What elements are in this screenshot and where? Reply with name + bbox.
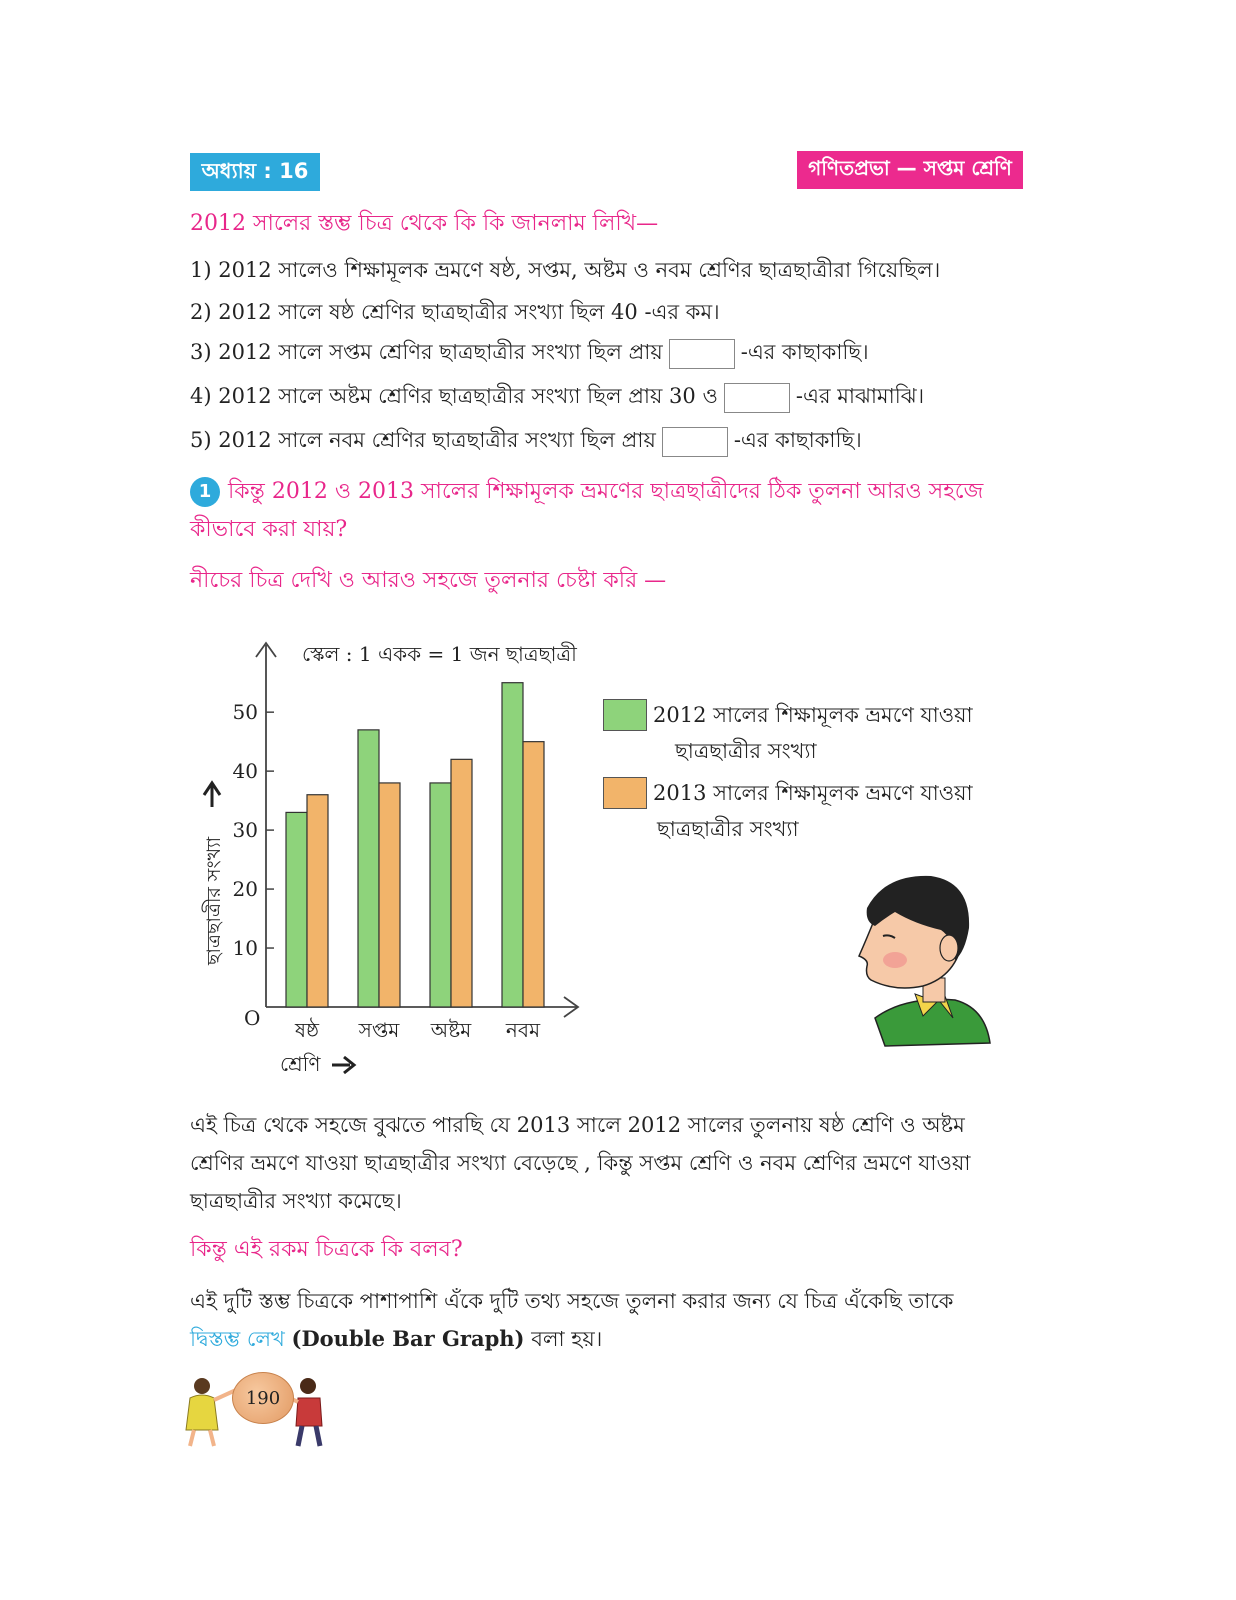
x-tick-label: সপ্তম <box>358 1018 400 1042</box>
origin-label: O <box>244 1006 261 1030</box>
x-tick-label: ষষ্ঠ <box>294 1018 320 1042</box>
x-axis-label: শ্রেণি <box>280 1052 321 1076</box>
page-number: 190 <box>232 1372 294 1424</box>
legend-label-2012-line1: 2012 সালের শিক্ষামূলক ভ্রমণে যাওয়া <box>653 703 973 727</box>
item5-suffix: -এর কাছাকাছি। <box>733 428 862 452</box>
question-number-badge: 1 <box>190 477 220 507</box>
question-1-line1: কিন্তু 2012 ও 2013 সালের শিক্ষামূলক ভ্রমণের ছাত্রছাত্রীদের ঠিক তুলনা আরও সহজে <box>228 479 984 504</box>
question-2: কিন্তু এই রকম চিত্রকে কি বলব? <box>190 1237 463 1262</box>
legend <box>603 697 973 847</box>
answer-box-5[interactable] <box>662 427 728 457</box>
y-tick-label: 50 <box>232 700 258 725</box>
answer-box-4[interactable] <box>724 383 790 413</box>
boy-illustration <box>845 868 995 1048</box>
x-tick-label: অষ্টম <box>430 1018 472 1042</box>
answer-box-3[interactable] <box>669 339 735 369</box>
term-english: (Double Bar Graph) <box>291 1326 525 1351</box>
bar-2012-0 <box>286 812 307 1007</box>
section-heading: 2012 সালের স্তম্ভ চিত্র থেকে কি কি জানলাম লিখি— <box>190 211 659 236</box>
paragraph-1 <box>190 1106 970 1220</box>
double-bar-chart <box>180 625 600 1085</box>
y-axis-label: ছাত্রছাত্রীর সংখ্যা <box>203 836 225 965</box>
list-item: 2) 2012 সালে ষষ্ঠ শ্রেণির ছাত্রছাত্রীর সংখ্যা ছিল 40 -এর কম। <box>190 300 720 324</box>
term-bengali: দ্বিস্তম্ভ লেখ <box>190 1327 285 1351</box>
chapter-tag: অধ্যায় : 16 <box>190 153 320 191</box>
item4-text: 4) 2012 সালে অষ্টম শ্রেণির ছাত্রছাত্রীর সংখ্যা ছিল প্রায় 30 ও <box>190 384 718 408</box>
bar-2012-1 <box>358 730 379 1007</box>
list-item-5 <box>190 424 862 459</box>
item3-suffix: -এর কাছাকাছি। <box>740 340 869 364</box>
chart-title: স্কেল : 1 একক = 1 জন ছাত্রছাত্রী <box>302 642 577 666</box>
paragraph-2-tail: বলা হয়। <box>531 1327 603 1351</box>
legend-label-2013-line1: 2013 সালের শিক্ষামূলক ভ্রমণে যাওয়া <box>653 781 973 805</box>
bar-2012-2 <box>430 783 451 1007</box>
instruction-text: নীচের চিত্র দেখি ও আরও সহজে তুলনার চেষ্টা করি — <box>190 568 667 593</box>
paragraph-1-line2: শ্রেণির ভ্রমণে যাওয়া ছাত্রছাত্রীর সংখ্যা বেড়েছে , কিন্তু সপ্তম শ্রেণি ও নবম শ্রেণির ভ্রমণে যাওয়া <box>190 1151 971 1175</box>
list-item-3 <box>190 336 869 371</box>
legend-label-2012-line2: ছাত্রছাত্রীর সংখ্যা <box>675 739 817 763</box>
item3-text: 3) 2012 সালে সপ্তম শ্রেণির ছাত্রছাত্রীর সংখ্যা ছিল প্রায় <box>190 340 663 364</box>
y-tick-label: 40 <box>232 759 258 784</box>
x-label-arrow <box>332 1057 354 1073</box>
x-tick-label: নবম <box>505 1018 541 1042</box>
y-label-arrow <box>204 783 220 807</box>
y-tick-label: 10 <box>232 936 258 961</box>
legend-label-2013-line2: ছাত্রছাত্রীর সংখ্যা <box>657 817 799 841</box>
paragraph-1-line1: এই চিত্র থেকে সহজে বুঝতে পারছি যে 2013 সালে 2012 সালের তুলনায় ষষ্ঠ শ্রেণি ও অষ্টম <box>190 1113 965 1137</box>
y-tick-label: 20 <box>232 877 258 902</box>
list-item: 1) 2012 সালেও শিক্ষামূলক ভ্রমণে ষষ্ঠ, সপ্তম, অষ্টম ও নবম শ্রেণির ছাত্রছাত্রীরা গিয়েছিল। <box>190 258 941 282</box>
bar-2013-1 <box>379 783 400 1007</box>
question-1-line2: কীভাবে করা যায়? <box>190 517 348 542</box>
bar-2013-0 <box>307 795 328 1007</box>
paragraph-2 <box>190 1282 953 1358</box>
paragraph-2-line2 <box>190 1320 953 1358</box>
list-item-4 <box>190 380 924 415</box>
item4-suffix: -এর মাঝামাঝি। <box>795 384 925 408</box>
bar-2013-3 <box>523 742 544 1007</box>
paragraph-1-line3: ছাত্রছাত্রীর সংখ্যা কমেছে। <box>190 1189 402 1213</box>
item5-text: 5) 2012 সালে নবম শ্রেণির ছাত্রছাত্রীর সংখ্যা ছিল প্রায় <box>190 428 656 452</box>
book-title-tag: গণিতপ্রভা — সপ্তম শ্রেণি <box>797 151 1023 189</box>
bar-2012-3 <box>502 683 523 1007</box>
bar-2013-2 <box>451 759 472 1007</box>
paragraph-2-line1: এই দুটি স্তম্ভ চিত্রকে পাশাপাশি এঁকে দুটি তথ্য সহজে তুলনা করার জন্য যে চিত্র এঁকেছি তাকে <box>190 1289 954 1313</box>
legend-swatch-2012 <box>603 699 647 731</box>
question-1 <box>190 474 1030 511</box>
y-tick-label: 30 <box>232 818 258 843</box>
legend-swatch-2013 <box>603 777 647 809</box>
